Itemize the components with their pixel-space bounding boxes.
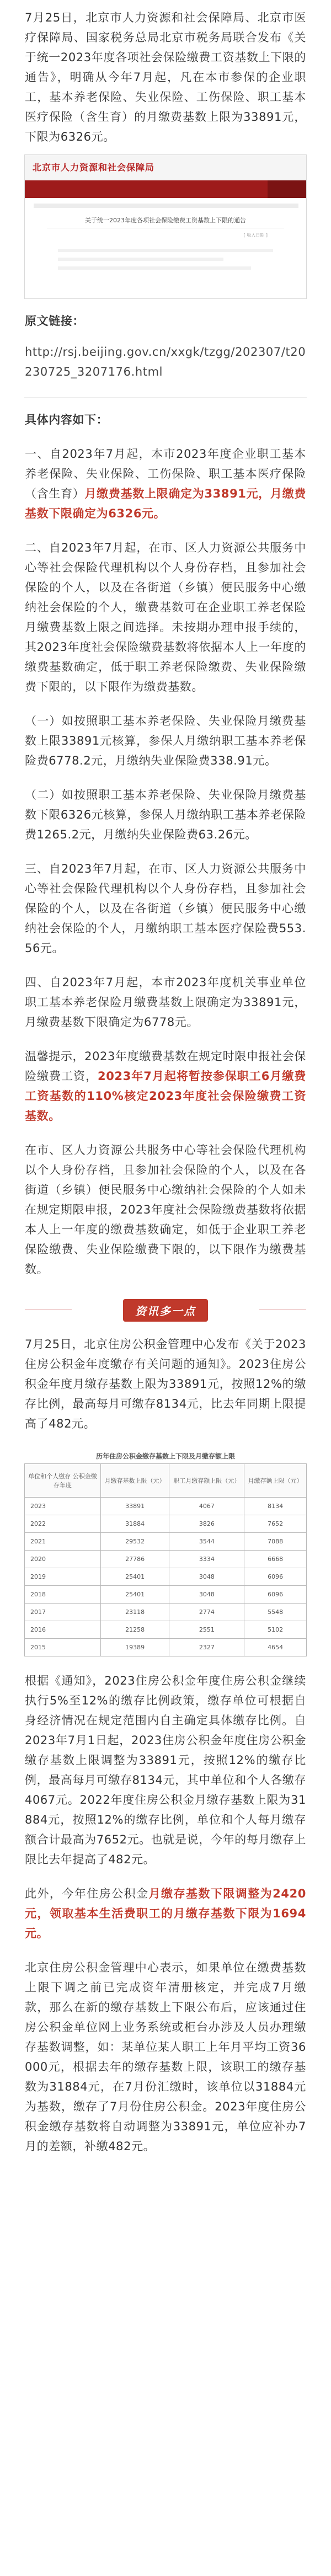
badge-line: [259, 1309, 306, 1310]
item-two-a-paragraph: （一）如按照职工基本养老保险、失业保险月缴费基数上限33891元核算，参保人月缴纳职工基本养老保险费6778.2元，月缴纳失业保险费338.91元。: [25, 714, 306, 767]
item-four-paragraph: 四、自2023年7月起，本市2023年度机关事业单位职工基本养老保险月缴费基数上限确定为33891元，月缴费基数下限确定为6778元。: [25, 976, 306, 1029]
source-label: 原文链接：: [25, 314, 84, 328]
table-row: [25, 1621, 307, 1639]
table-cell: 3826: [169, 1515, 244, 1533]
table-cell: 7088: [244, 1533, 307, 1551]
table-cell: 3048: [169, 1586, 244, 1604]
tip-lead: 温馨提示，2023年度缴费基数在规定时限申报社会保险缴费工资，: [25, 1050, 306, 1083]
tip-highlight: 2023年7月起将暂按参保职工6月缴费工资基数的110%核定2023年度社会保险缴费工资基数。: [25, 1070, 306, 1123]
table-cell: 2023: [25, 1498, 101, 1515]
table-row: [25, 1498, 307, 1515]
table-cell: 27786: [100, 1551, 169, 1568]
item-one-paragraph: [25, 444, 306, 523]
screenshot-article-title: 关于统一2023年度各项社会保险缴费工资基数上下限的通告: [85, 217, 246, 224]
housing-fund-table: [24, 1449, 307, 1656]
table-header-cell: 职工月缴存额上限（元）: [169, 1464, 244, 1498]
table-cell: 3544: [169, 1533, 244, 1551]
table-cell: 2021: [25, 1533, 101, 1551]
lower-limit-lead: 此外，今年住房公积金: [25, 1887, 149, 1900]
item-two-b-paragraph: （二）如按照职工基本养老保险、失业保险月缴费基数下限6326元核算，参保人月缴纳职工基本养老保险费1265.2元，月缴纳失业保险费63.26元。: [25, 788, 306, 841]
gov-website-screenshot: [24, 154, 307, 299]
table-cell: 5102: [244, 1621, 307, 1639]
intro-paragraph: 7月25日，北京市人力资源和社会保障局、北京市医疗保障局、国家税务总局北京市税务局联合发布《关于统一2023年度各项社会保险缴费工资基数上下限的通告》，明确从今年7月起，凡在本市参保的企业职工，基本养老保险、失业保险、工伤保险、职工基本医疗保险（含生育）的月缴费基数上限为33891元，下限为6326元。: [25, 11, 306, 143]
table-cell: 31884: [100, 1515, 169, 1533]
table-cell: 2017: [25, 1604, 101, 1621]
tip-paragraph: [25, 1046, 306, 1126]
table-row: [25, 1515, 307, 1533]
housing-fund-rules: 根据《通知》，2023住房公积金年度住房公积金继续执行5%至12%的缴存比例政策，缴存单位可根据自身经济情况在规定范围内自主确定具体缴存比例。自2023年7月1日起，2023住房公积金年度住房公积金缴存基数上限调整为33891元，按照12%的缴存比例，最高每月可缴存8134元，其中单位和个人各缴存4067元。2022年度住房公积金月缴存基数上限为31884元，按照12%的缴存比例，单位和个人每月缴存额合计最高为7652元。也就是说，今年的每月缴存上限比去年提高了482元。: [25, 1674, 306, 1866]
badge-line: [25, 1309, 72, 1310]
table-row: [25, 1568, 307, 1586]
table-row: [25, 1604, 307, 1621]
screenshot-body-line: [58, 266, 251, 270]
table-header-cell: 月缴存额上限（元）: [244, 1464, 307, 1498]
content-heading: 具体内容如下：: [25, 413, 109, 426]
table-cell: 2551: [169, 1621, 244, 1639]
table-row: [25, 1639, 307, 1656]
table-cell: 2016: [25, 1621, 101, 1639]
table-body: [25, 1498, 307, 1656]
table-cell: 21258: [100, 1621, 169, 1639]
table-cell: 6096: [244, 1586, 307, 1604]
screenshot-breadcrumb: [34, 204, 298, 208]
table-cell: 4654: [244, 1639, 307, 1656]
table-cell: 33891: [100, 1498, 169, 1515]
screenshot-body-line: [58, 249, 273, 252]
table-row: [25, 1533, 307, 1551]
table-cell: 25401: [100, 1586, 169, 1604]
table-cell: 2018: [25, 1586, 101, 1604]
item-two-paragraph: 二、自2023年7月起，在市、区人力资源公共服务中心等社会保险代理机构以个人身份存档，且参加社会保险的个人，以及在各街道（乡镇）便民服务中心缴纳社会保险的个人，缴费基数可在企业职工养老保险月缴费基数上限之间选择。未按期办理申报手续的，其2023年度社会保险缴费基数将依据本人上一年度的缴费基数确定，低于职工养老保险缴费、失业保险缴费下限的，以下限作为缴费基数。: [25, 541, 306, 693]
source-link[interactable]: http://rsj.beijing.gov.cn/xxgk/tzgg/202307/t20230725_3207176.html: [25, 345, 306, 378]
table-cell: 25401: [100, 1568, 169, 1586]
table-cell: 6096: [244, 1568, 307, 1586]
table-header-cell: 月缴存基数上限（元）: [100, 1464, 169, 1498]
table-row: [25, 1551, 307, 1568]
storage-paragraph: 在市、区人力资源公共服务中心等社会保险代理机构以个人身份存档，且参加社会保险的个人，以及在各街道（乡镇）便民服务中心缴纳社会保险的个人如未在规定期限申报，2023年度社会保险缴费基数将依据本人上一年度的缴费基数确定，如低于企业职工养老保险缴费、失业保险缴费下限的，以下限作为缴费基数。: [25, 1143, 306, 1276]
lower-limit-highlight: 月缴存基数下限调整为2420元，领取基本生活费职工的月缴存基数下限为1694元。: [25, 1887, 306, 1940]
table-cell: 29532: [100, 1533, 169, 1551]
housing-fund-intro: 7月25日，北京住房公积金管理中心发布《关于2023住房公积金年度缴存有关问题的通知》。2023住房公积金年度月缴存基数上限为33891元，按照12%的缴存比例，最高每月可缴存8134元，比去年同期上限提高了482元。: [25, 1338, 306, 1430]
screenshot-meta: [ 收入日期 ]: [243, 233, 268, 238]
item-three-paragraph: 三、自2023年7月起，在市、区人力资源公共服务中心等社会保险代理机构以个人身份存档，且参加社会保险的个人，以及在各街道（乡镇）便民服务中心缴纳社会保险的个人，月缴纳职工基本医疗保险费553.56元。: [25, 862, 306, 955]
badge-box: [73, 1299, 258, 1320]
table-cell: 6668: [244, 1551, 307, 1568]
table-cell: 5548: [244, 1604, 307, 1621]
section-badge: [0, 1294, 331, 1324]
screenshot-banner: [25, 180, 306, 198]
table-title: 历年住房公积金缴存基数上下限及月缴存额上限: [95, 1452, 235, 1460]
table-cell: 4067: [169, 1498, 244, 1515]
table-cell: 7652: [244, 1515, 307, 1533]
table-cell: 23118: [100, 1604, 169, 1621]
table-cell: 8134: [244, 1498, 307, 1515]
table-cell: 2020: [25, 1551, 101, 1568]
item-one-text: 一、自2023年7月起，本市2023年度企业职工基本养老保险、失业保险、工伤保险、职工基本医疗保险（含生育）: [25, 447, 306, 500]
badge-label: 资讯多一点: [123, 1299, 208, 1322]
table-cell: 19389: [100, 1639, 169, 1656]
table-header-row: [25, 1464, 307, 1498]
housing-fund-lower-limit: [25, 1884, 306, 1943]
table-cell: 2019: [25, 1568, 101, 1586]
table: [24, 1463, 307, 1656]
table-cell: 3048: [169, 1568, 244, 1586]
item-one-highlight: 月缴费基数上限确定为33891元，月缴费基数下限确定为6326元。: [25, 487, 306, 520]
site-logo: 北京市人力资源和社会保障局: [33, 162, 155, 173]
table-cell: 2022: [25, 1515, 101, 1533]
table-header-cell: 单位和个人缴存 公积金缴存年度: [25, 1464, 101, 1498]
table-row: [25, 1586, 307, 1604]
table-cell: 2774: [169, 1604, 244, 1621]
screenshot-body-line: [58, 258, 223, 261]
table-cell: 3334: [169, 1551, 244, 1568]
table-cell: 2327: [169, 1639, 244, 1656]
housing-fund-adjustment: 北京住房公积金管理中心表示，如果单位在缴费基数上限下调之前已完成资年清册核定，并完成7月缴款，那么在新的缴存基数上下限公布后，应该通过住房公积金单位网上业务系统或柜台办涉及人员办理缴存基数调整，如：某单位某人职工上年月平均工资36000元，根据去年的缴存基数上限，该职工的缴存基数为31884元，在7月份汇缴时，该单位以31884元为基数，缴存了7月份住房公积金。2023年度住房公积金缴存基数将自动调整为33891元，单位应补办7月的差额，补缴482元。: [25, 1961, 306, 2153]
table-cell: 2015: [25, 1639, 101, 1656]
screenshot-header: [25, 155, 306, 181]
